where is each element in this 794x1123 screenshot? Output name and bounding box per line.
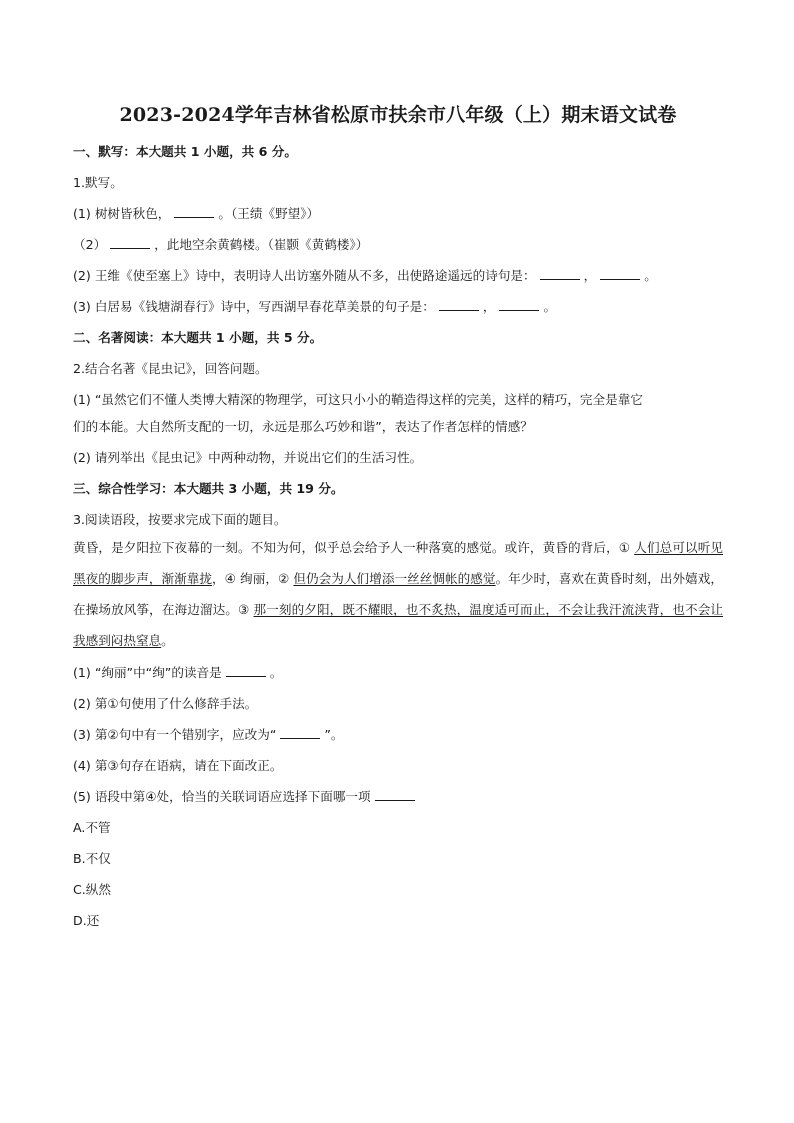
answer-blank[interactable] <box>499 298 539 311</box>
option-b[interactable]: B.不仅 <box>73 851 111 866</box>
exam-page <box>73 100 723 941</box>
answer-blank[interactable] <box>110 236 150 249</box>
question-2-stem: 2.结合名著《昆虫记》，回答问题。 <box>73 361 268 376</box>
question-2-part-b: (2) 请列举出《昆虫记》中两种动物，并说出它们的生活习性。 <box>73 450 423 465</box>
option-d[interactable]: D.还 <box>73 913 100 928</box>
underlined-sentence-3: 那一刻的夕阳，既不耀眼，也不炙热，温度适可而止，不会让我汗流浃背，也不会让我感到闷热窒息 <box>73 602 724 648</box>
reading-passage: 黄昏，是夕阳拉下夜幕的一刻。不知为何，似乎总会给予人一种落寞的感觉。或许，黄昏的背后，① 人们总可以听见黑夜的脚步声，渐渐靠拢，④ 绚丽，② 但仍会为人们增添一丝丝惆帐的感觉。年少时，喜欢在黄昏时刻，出外嬉戏，在操场放风筝，在海边溜达。③ 那一刻的夕阳，既不耀眼，也不炙热，温度适可而止，不会让我汗流浃背，也不会让我感到闷热窒息。 <box>73 540 724 648</box>
question-3-sub-3: (3) 第②句中有一个错别字，应改为“ ”。 <box>73 727 344 742</box>
answer-blank[interactable] <box>600 267 640 280</box>
question-3-sub-4: (4) 第③句存在语病，请在下面改正。 <box>73 758 283 773</box>
question-1-part-b: （2） ，此地空余黄鹤楼。（崔颢《黄鹤楼》） <box>73 237 369 252</box>
question-2-part-a-line-1: (1) “虽然它们不懂人类博大精深的物理学，可这只小小的鞘造得这样的完美，这样的精巧，完全是靠它 <box>73 392 643 407</box>
underlined-sentence-1: 人们总可以听见黑夜的脚步声，渐渐靠拢 <box>73 540 723 586</box>
answer-blank[interactable] <box>540 267 580 280</box>
question-3-sub-5: (5) 语段中第④处，恰当的关联词语应选择下面哪一项 <box>73 786 723 807</box>
section-heading-3: 三、综合性学习：本大题共 3 小题，共 19 分。 <box>73 481 344 496</box>
question-2-part-a-line-2: 们的本能。大自然所支配的一切，永远是那么巧妙和谐”，表达了作者怎样的情感？ <box>73 419 533 434</box>
section-heading-2: 二、名著阅读：本大题共 1 小题，共 5 分。 <box>73 330 323 345</box>
option-a[interactable]: A.不管 <box>73 820 111 835</box>
answer-blank[interactable] <box>439 298 479 311</box>
question-1-stem: 1.默写。 <box>73 175 123 190</box>
question-3-sub-2: (2) 第①句使用了什么修辞手法。 <box>73 696 258 711</box>
question-3-stem: 3.阅读语段，按要求完成下面的题目。 <box>73 512 287 527</box>
underlined-sentence-2: 但仍会为人们增添一丝丝惆帐的感觉 <box>293 571 496 586</box>
answer-blank[interactable] <box>375 788 415 801</box>
answer-blank[interactable] <box>174 205 214 218</box>
section-heading-1: 一、默写：本大题共 1 小题，共 6 分。 <box>73 144 297 159</box>
question-1-part-c: (2) 王维《使至塞上》诗中，表明诗人出访塞外随从不多，出使路途遥远的诗句是： ， 。 <box>73 268 657 283</box>
question-1-part-a: (1) 树树皆秋色， 。（王绩《野望》） <box>73 206 320 221</box>
question-1-part-d: (3) 白居易《钱塘湖春行》诗中，写西湖早春花草美景的句子是： ， 。 <box>73 299 557 314</box>
answer-blank[interactable] <box>226 664 266 677</box>
option-c[interactable]: C.纵然 <box>73 882 111 897</box>
exam-title: 2023-2024学年吉林省松原市扶余市八年级（上）期末语文试卷 <box>119 104 677 126</box>
question-3-sub-1: (1) “绚丽”中“绚”的读音是 。 <box>73 665 283 680</box>
answer-blank[interactable] <box>280 726 320 739</box>
